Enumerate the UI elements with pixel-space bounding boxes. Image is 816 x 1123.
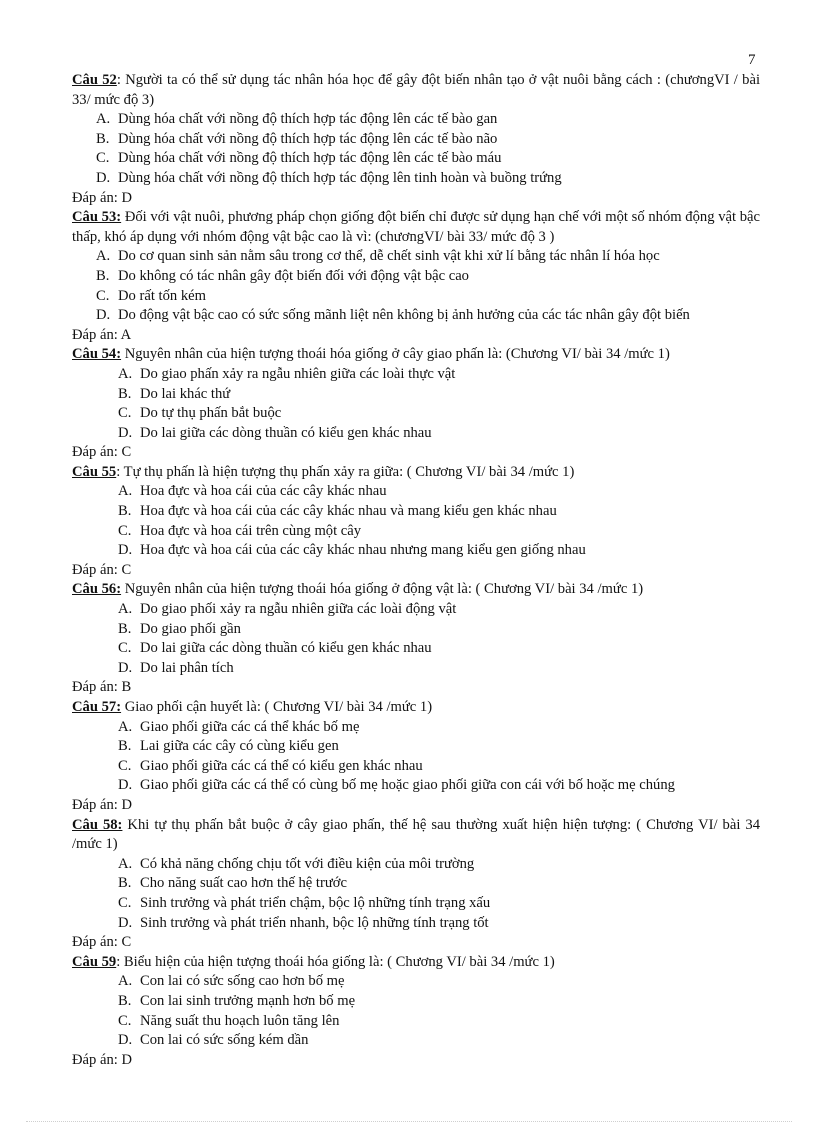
option-a: A. Hoa đực và hoa cái của các cây khác nhau xyxy=(118,483,387,500)
question-label: Câu 53: xyxy=(72,209,122,226)
question-53 xyxy=(72,208,760,345)
option-a: A. Do giao phối xảy ra ngẫu nhiên giữa các loài động vật xyxy=(118,601,457,618)
question-label: Câu 55 xyxy=(72,463,117,480)
answer: Đáp án: D xyxy=(72,1051,132,1068)
option-c: C. Năng suất thu hoạch luôn tăng lên xyxy=(118,1012,340,1029)
option-c: C. Do lai giữa các dòng thuần có kiểu gen khác nhau xyxy=(118,640,432,657)
question-stem xyxy=(72,345,760,365)
question-text: Khi tự thụ phấn bắt buộc ở cây giao phấn, thế hệ sau thường xuất hiện hiện tượng: ( Chương VI/ bài 34 /mức 1) xyxy=(72,816,760,853)
question-57 xyxy=(72,698,760,816)
question-text: Biểu hiện của hiện tượng thoái hóa giống là: ( Chương VI/ bài 34 /mức 1) xyxy=(120,953,555,970)
option-c: C. Sinh trưởng và phát triển chậm, bộc lộ những tính trạng xấu xyxy=(118,894,491,911)
option-a: A. Do giao phấn xảy ra ngẫu nhiên giữa các loài thực vật xyxy=(118,365,456,382)
option-d: D. Do lai phân tích xyxy=(118,659,234,676)
option-c: C. Hoa đực và hoa cái trên cùng một cây xyxy=(118,522,362,539)
question-list xyxy=(72,71,760,1070)
option-d: D. Dùng hóa chất với nồng độ thích hợp tác động lên tinh hoàn và buồng trứng xyxy=(96,169,562,186)
option-b: B. Do không có tác nhân gây đột biến đối với động vật bậc cao xyxy=(96,267,469,284)
option-a: A. Có khả năng chống chịu tốt với điều kiện của môi trường xyxy=(118,855,475,872)
option-c: C. Do rất tốn kém xyxy=(96,287,206,304)
option-d: D. Con lai có sức sống kém dần xyxy=(118,1032,309,1049)
question-55 xyxy=(72,463,760,581)
option-b: B. Con lai sinh trưởng mạnh hơn bố mẹ xyxy=(118,992,356,1009)
option-b: B. Cho năng suất cao hơn thế hệ trước xyxy=(118,875,347,892)
question-text: Tự thụ phấn là hiện tượng thụ phấn xảy ra giữa: ( Chương VI/ bài 34 /mức 1) xyxy=(120,463,575,480)
option-c: C. Do tự thụ phấn bắt buộc xyxy=(118,405,282,422)
option-b: B. Hoa đực và hoa cái của các cây khác nhau và mang kiểu gen khác nhau xyxy=(118,503,557,520)
question-label: Câu 52 xyxy=(72,72,117,88)
question-58 xyxy=(72,816,760,953)
question-text: Nguyên nhân của hiện tượng thoái hóa giống ở động vật là: ( Chương VI/ bài 34 /mức 1) xyxy=(121,581,644,598)
question-59 xyxy=(72,953,760,1071)
option-b: B. Dùng hóa chất với nồng độ thích hợp tác động lên các tế bào não xyxy=(96,130,498,147)
option-b: B. Lai giữa các cây có cùng kiểu gen xyxy=(118,738,339,755)
question-52 xyxy=(72,71,760,208)
option-d: D. Do động vật bậc cao có sức sống mãnh liệt nên không bị ảnh hưởng của các tác nhân gây đột biến xyxy=(96,307,690,324)
answer: Đáp án: C xyxy=(72,934,132,951)
question-56 xyxy=(72,580,760,698)
option-b: B. Do lai khác thứ xyxy=(118,385,231,402)
question-label: Câu 58: xyxy=(72,816,123,833)
option-d: D. Do lai giữa các dòng thuần có kiểu gen khác nhau xyxy=(118,424,432,441)
answer: Đáp án: C xyxy=(72,561,132,578)
option-c: C. Giao phối giữa các cá thể có kiểu gen khác nhau xyxy=(118,757,423,774)
question-stem xyxy=(72,71,760,110)
question-label: Câu 57: xyxy=(72,699,122,715)
option-d: D. Sinh trưởng và phát triển nhanh, bộc lộ những tính trạng tốt xyxy=(118,914,489,931)
option-d: D. Giao phối giữa các cá thể có cùng bố mẹ hoặc giao phối giữa con cái với bố hoặc mẹ chúng xyxy=(118,777,675,794)
question-stem xyxy=(72,698,760,718)
option-d: D. Hoa đực và hoa cái của các cây khác nhau nhưng mang kiểu gen giống nhau xyxy=(118,542,586,559)
option-a: A. Con lai có sức sống cao hơn bố mẹ xyxy=(118,973,345,990)
question-label: Câu 54: xyxy=(72,346,122,363)
question-label-sep: : xyxy=(116,72,121,88)
answer: Đáp án: D xyxy=(72,189,132,206)
question-label: Câu 56: xyxy=(72,581,122,598)
question-54 xyxy=(72,345,760,463)
question-stem xyxy=(72,208,760,247)
option-b: B. Do giao phối gần xyxy=(118,620,241,637)
question-stem xyxy=(72,580,760,600)
answer: Đáp án: B xyxy=(72,679,132,696)
question-stem xyxy=(72,953,760,973)
answer: Đáp án: D xyxy=(72,796,132,813)
option-a: A. Dùng hóa chất với nồng độ thích hợp tác động lên các tế bào gan xyxy=(96,111,498,128)
question-label: Câu 59 xyxy=(72,953,117,970)
option-c: C. Dùng hóa chất với nồng độ thích hợp tác động lên các tế bào máu xyxy=(96,150,502,167)
answer: Đáp án: A xyxy=(72,326,132,343)
question-label-sep: : xyxy=(116,953,121,970)
question-stem xyxy=(72,816,760,855)
option-a: A. Do cơ quan sinh sản nằm sâu trong cơ thể, dễ chết sinh vật khi xử lí bằng tác nhân lí hóa học xyxy=(96,248,660,265)
question-stem xyxy=(72,463,760,483)
question-text: Đối với vật nuôi, phương pháp chọn giống đột biến chỉ được sử dụng hạn chế với một số nhóm động vật bậc thấp, khó áp dụng với nhóm động vật bậc cao là vì: (chươngVI/ bài 33/ mức độ 3 ) xyxy=(72,209,760,245)
question-text: Giao phối cận huyết là: ( Chương VI/ bài 34 /mức 1) xyxy=(121,699,433,715)
question-label-sep: : xyxy=(116,463,121,480)
page-bottom-divider xyxy=(26,1121,792,1122)
question-text: Nguyên nhân của hiện tượng thoái hóa giống ở cây giao phấn là: (Chương VI/ bài 34 /mức 1) xyxy=(121,346,670,363)
question-text: Người ta có thể sử dụng tác nhân hóa học để gây đột biến nhân tạo ở vật nuôi bằng cách : (chươngVI / bài 33/ mức độ 3) xyxy=(72,72,760,108)
answer: Đáp án: C xyxy=(72,444,132,461)
option-a: A. Giao phối giữa các cá thể khác bố mẹ xyxy=(118,718,360,735)
page-number: 7 xyxy=(748,52,756,68)
